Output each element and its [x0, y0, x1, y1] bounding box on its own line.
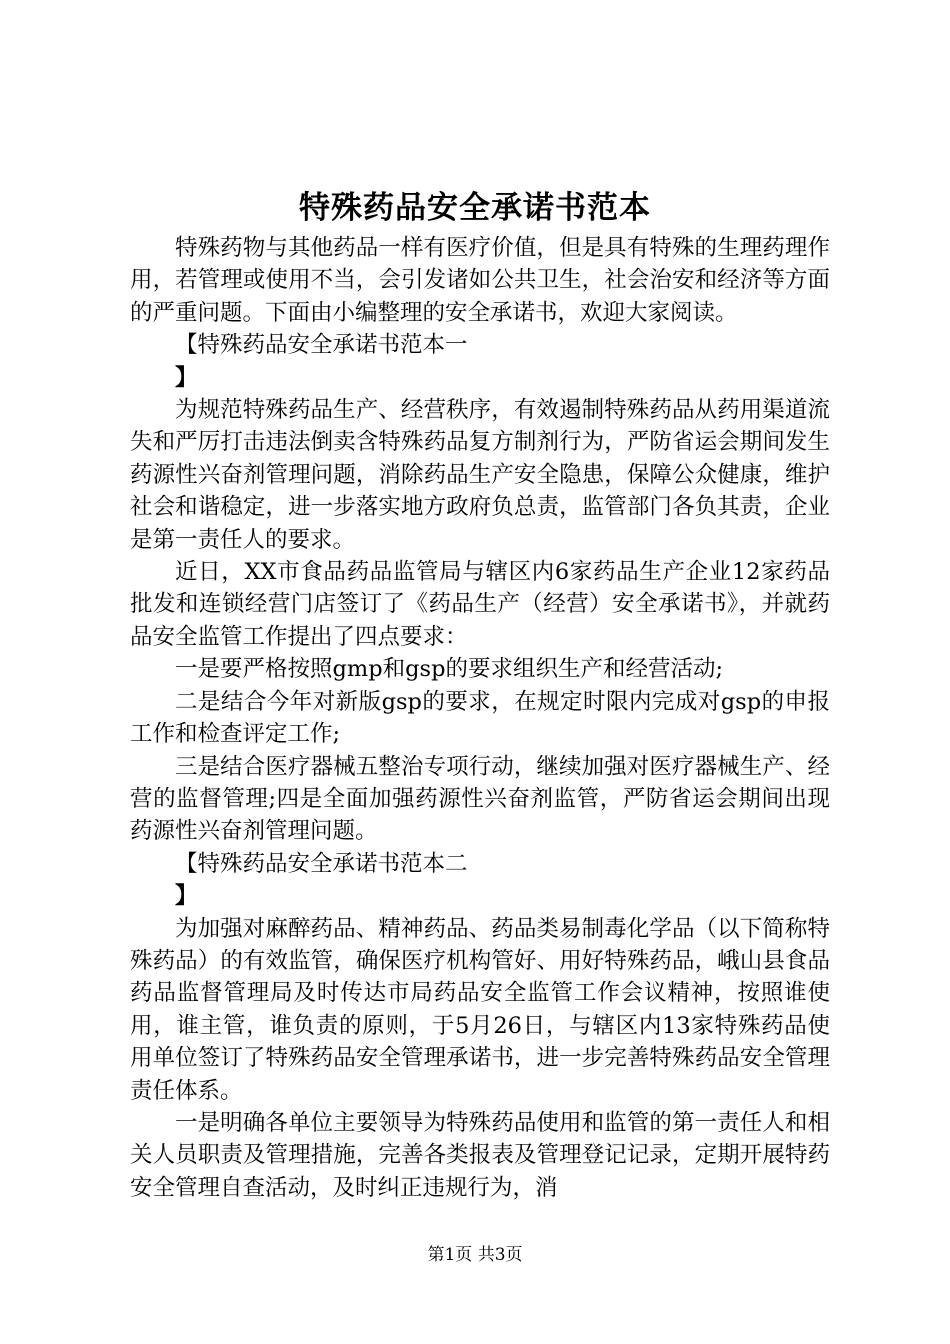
paragraph: 近日，XX市食品药品监管局与辖区内6家药品生产企业12家药品批发和连锁经营门店签订了《药品生产（经营）安全承诺书》，并就药品安全监管工作提出了四点要求： [130, 559, 830, 650]
section-heading-1: 【特殊药品安全承诺书范本一 [175, 332, 468, 359]
paragraph: 二是结合今年对新版gsp的要求，在规定时限内完成对gsp的申报工作和检查评定工作; [130, 688, 830, 748]
paragraph: 三是结合医疗器械五整治专项行动，继续加强对医疗器械生产、经营的监督管理;四是全面加强药源性兴奋剂监管，严防省运会期间出现药源性兴奋剂管理问题。 [130, 753, 830, 845]
paragraph: 一是明确各单位主要领导为特殊药品使用和监管的第一责任人和相关人员职责及管理措施，完善各类报表及管理登记记录，定期开展特药安全管理自查活动，及时纠正违规行为，消 [130, 1109, 830, 1201]
document-title: 特殊药品安全承诺书范本 [299, 190, 651, 226]
paragraph: 为加强对麻醉药品、精神药品、药品类易制毒化学品（以下简称特殊药品）的有效监管，确保医疗机构管好、用好特殊药品，峨山县食品药品监督管理局及时传达市局药品安全监管工作会议精神，按照谁使用，谁主管，谁负责的原则，于5月26日，与辖区内13家特殊药品使用单位签订了特殊药品安全管理承诺书，进一步完善特殊药品安全管理责任体系。 [130, 915, 830, 1104]
section-heading-2-close: 】 [175, 883, 198, 910]
section-heading-2: 【特殊药品安全承诺书范本二 [175, 850, 468, 877]
paragraph: 一是要严格按照gmp和gsp的要求组织生产和经营活动; [175, 656, 724, 683]
paragraph-intro: 特殊药物与其他药品一样有医疗价值，但是具有特殊的生理药理作用，若管理或使用不当，会引发诸如公共卫生，社会治安和经济等方面的严重问题。下面由小编整理的安全承诺书，欢迎大家阅读。 [130, 235, 830, 326]
section-heading-1-close: 】 [175, 364, 198, 391]
paragraph: 为规范特殊药品生产、经营秩序，有效遏制特殊药品从药用渠道流失和严厉打击违法倒卖含特殊药品复方制剂行为，严防省运会期间发生药源性兴奋剂管理问题，消除药品生产安全隐患，保障公众健康，维护社会和谐稳定，进一步落实地方政府负总责，监管部门各负其责，企业是第一责任人的要求。 [130, 397, 830, 553]
page-footer: 第1页 共3页 [427, 1245, 523, 1265]
document-body [130, 232, 830, 1204]
